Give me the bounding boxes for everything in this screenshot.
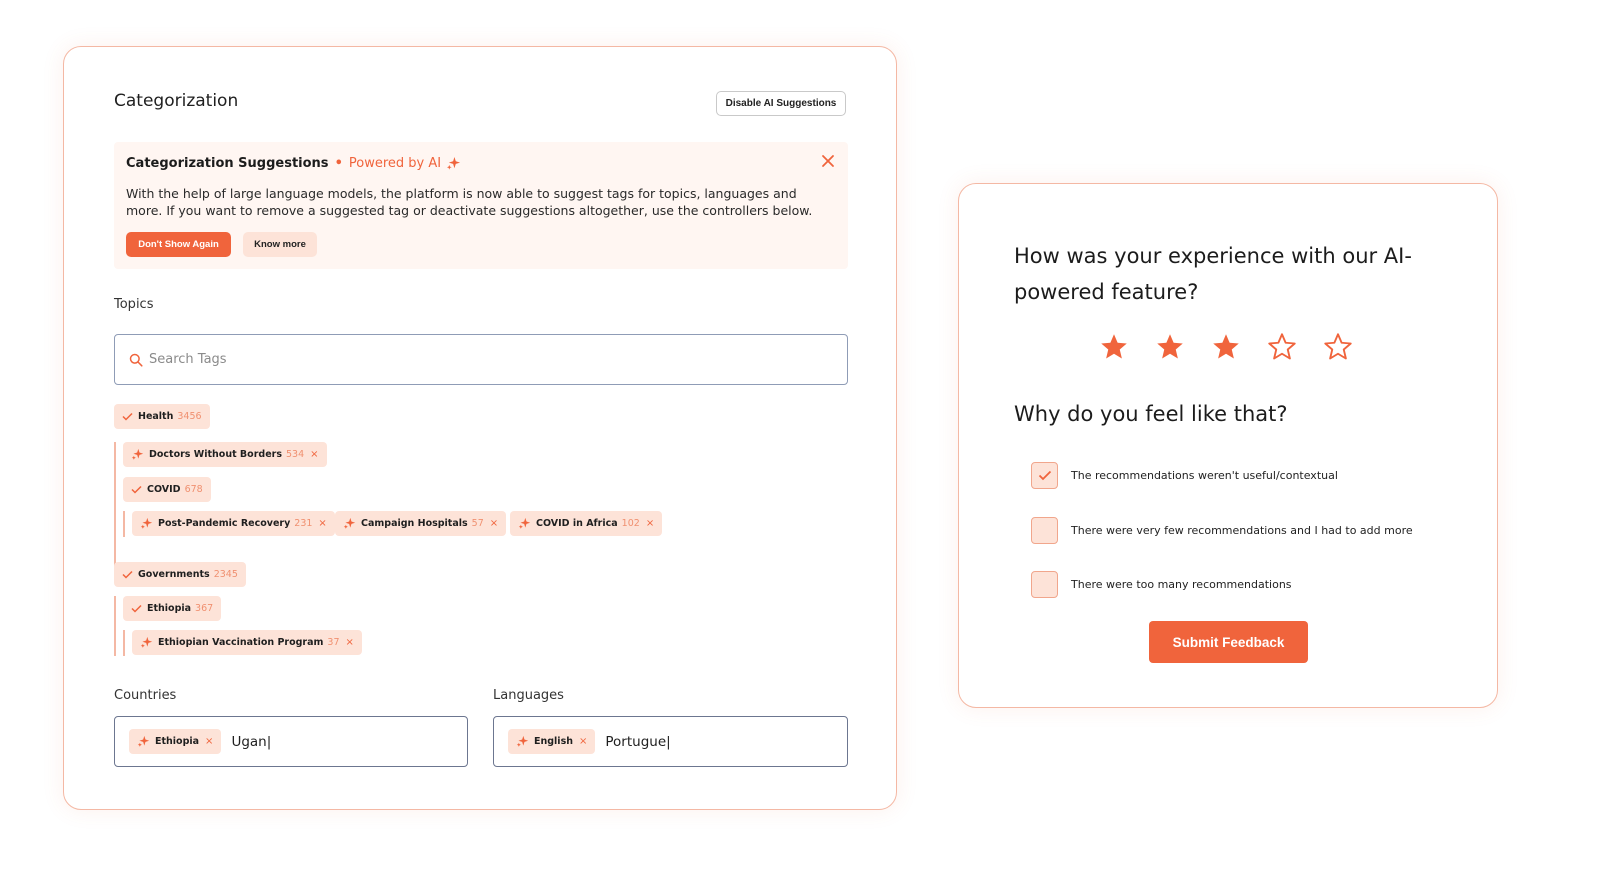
tag-count: 231	[294, 518, 313, 529]
star-icon[interactable]	[1155, 332, 1185, 362]
sparkle-icon	[140, 636, 153, 649]
option-checkbox[interactable]	[1031, 571, 1058, 598]
categorization-card	[63, 46, 897, 810]
tag-label: COVID in Africa	[536, 518, 618, 529]
sparkle-icon	[343, 517, 356, 530]
language-chip-english[interactable]	[508, 729, 595, 754]
notice-separator: •	[334, 156, 343, 171]
tag-count: 37	[327, 637, 340, 648]
sparkle-icon	[131, 448, 144, 461]
option-checkbox[interactable]	[1031, 517, 1058, 544]
topics-label: Topics	[114, 297, 154, 312]
sparkle-icon	[137, 735, 150, 748]
tree-line	[123, 511, 125, 537]
remove-tag-icon[interactable]: ×	[345, 637, 354, 648]
categorization-title: Categorization	[114, 91, 239, 111]
check-icon	[131, 604, 142, 613]
option-label: There were very few recommendations and I had to add more	[1071, 524, 1413, 537]
feedback-option-3[interactable]	[1031, 571, 1292, 598]
remove-tag-icon[interactable]: ×	[489, 518, 499, 529]
tag-label: Health	[138, 411, 174, 422]
check-icon	[1038, 470, 1052, 481]
tag-covid[interactable]	[123, 477, 211, 502]
countries-input-value[interactable]: Ugan|	[231, 733, 272, 750]
star-rating[interactable]	[1099, 332, 1359, 362]
dont-show-again-button[interactable]: Don't Show Again	[126, 232, 231, 257]
know-more-button[interactable]: Know more	[243, 232, 317, 257]
tag-count: 367	[195, 603, 214, 614]
star-icon[interactable]	[1323, 332, 1353, 362]
tag-label: Ethiopia	[147, 603, 192, 614]
tag-count: 3456	[177, 411, 202, 422]
sparkle-icon	[140, 517, 153, 530]
tag-label: Post-Pandemic Recovery	[158, 518, 291, 529]
tag-label: COVID	[147, 484, 181, 495]
notice-title: Categorization Suggestions	[126, 156, 329, 171]
remove-tag-icon[interactable]: ×	[645, 518, 655, 529]
tree-line	[114, 442, 116, 572]
feedback-option-2[interactable]	[1031, 517, 1413, 544]
search-icon	[129, 353, 143, 367]
tag-label: Doctors Without Borders	[149, 449, 282, 460]
powered-by-ai: Powered by AI	[348, 156, 442, 171]
country-chip-ethiopia[interactable]	[129, 729, 221, 754]
tag-governments[interactable]	[114, 562, 246, 587]
languages-label: Languages	[493, 688, 564, 703]
tag-doctors-without-borders[interactable]	[123, 442, 327, 467]
option-checkbox[interactable]	[1031, 462, 1058, 489]
sparkle-icon	[446, 156, 461, 171]
submit-feedback-button[interactable]: Submit Feedback	[1149, 621, 1308, 663]
notice-header	[126, 156, 461, 171]
sparkle-icon	[518, 517, 531, 530]
tree-line	[114, 596, 116, 656]
feedback-question: How was your experience with our AI-powered feature?	[1014, 244, 1412, 304]
chip-label: Ethiopia	[155, 736, 200, 747]
tag-health[interactable]	[114, 404, 210, 429]
remove-tag-icon[interactable]: ×	[578, 736, 588, 747]
tag-count: 2345	[213, 569, 238, 580]
sparkle-icon	[516, 735, 529, 748]
languages-field[interactable]	[493, 716, 848, 767]
star-icon[interactable]	[1211, 332, 1241, 362]
tag-count: 57	[471, 518, 484, 529]
why-question: Why do you feel like that?	[1014, 402, 1288, 426]
tag-label: Governments	[138, 569, 210, 580]
tag-count: 534	[285, 449, 305, 460]
check-icon	[122, 570, 133, 579]
notice-text: With the help of large language models, the platform is now able to suggest tags for topics, languages and more. If you want to remove a suggested tag or deactivate suggestions altogether, use the controllers below.	[126, 186, 813, 218]
feedback-option-1[interactable]	[1031, 462, 1338, 489]
tree-line	[123, 630, 125, 656]
tag-label: Ethiopian Vaccination Program	[158, 637, 324, 648]
languages-input-value[interactable]: Portugue|	[605, 733, 671, 750]
tag-post-pandemic-recovery[interactable]	[132, 511, 335, 536]
feedback-card	[958, 183, 1498, 708]
option-label: There were too many recommendations	[1071, 578, 1292, 591]
remove-tag-icon[interactable]: ×	[205, 736, 214, 747]
check-icon	[131, 485, 142, 494]
chip-label: English	[534, 736, 573, 747]
tag-campaign-hospitals[interactable]	[335, 511, 506, 536]
star-icon[interactable]	[1099, 332, 1129, 362]
tag-ethiopian-vaccination-program[interactable]	[132, 630, 362, 655]
close-icon[interactable]	[817, 150, 839, 172]
suggestions-notice	[114, 142, 848, 269]
tag-ethiopia[interactable]	[123, 596, 221, 621]
tag-count: 102	[621, 518, 640, 529]
countries-label: Countries	[114, 688, 177, 703]
option-label: The recommendations weren't useful/contextual	[1071, 469, 1338, 482]
remove-tag-icon[interactable]: ×	[310, 449, 319, 460]
tag-covid-in-africa[interactable]	[510, 511, 662, 536]
star-icon[interactable]	[1267, 332, 1297, 362]
tag-count: 678	[184, 484, 203, 495]
tag-label: Campaign Hospitals	[361, 518, 468, 529]
disable-ai-suggestions-button[interactable]: Disable AI Suggestions	[716, 91, 846, 116]
remove-tag-icon[interactable]: ×	[318, 518, 327, 529]
countries-field[interactable]	[114, 716, 468, 767]
search-tags-input[interactable]	[149, 352, 749, 367]
search-tags-box[interactable]	[114, 334, 848, 385]
check-icon	[122, 412, 133, 421]
